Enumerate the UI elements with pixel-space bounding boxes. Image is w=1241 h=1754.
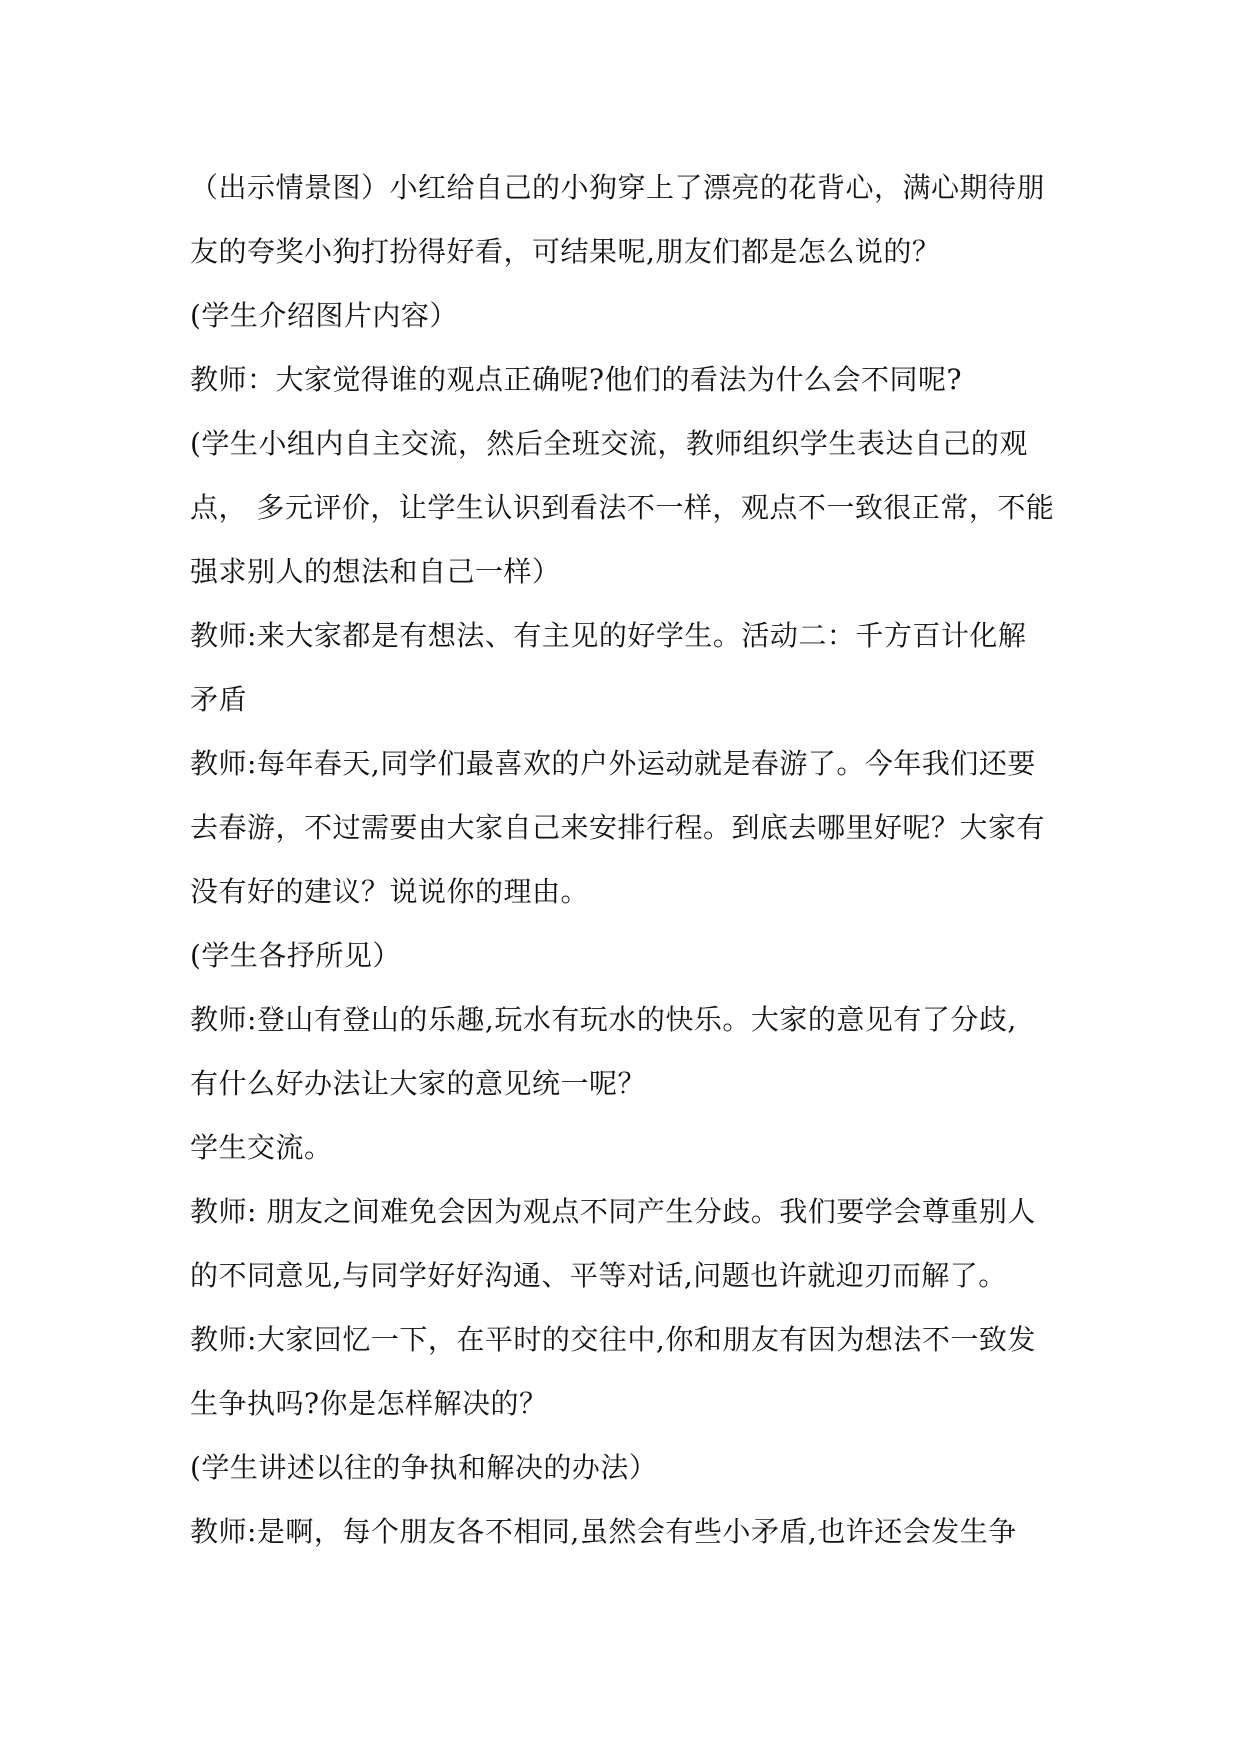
text-line: 去春游，不过需要由大家自己来安排行程。到底去哪里好呢？大家有 — [190, 811, 1046, 844]
text-line: 教师:登山有登山的乐趣,玩水有玩水的快乐。大家的意见有了分歧, — [190, 1003, 1017, 1036]
text-line: 有什么好办法让大家的意见统一呢？ — [190, 1067, 647, 1100]
text-line: (学生介绍图片内容） — [190, 299, 458, 332]
text-line: 教师：大家觉得谁的观点正确呢?他们的看法为什么会不同呢? — [190, 363, 963, 396]
text-line: （出示情景图）小红给自己的小狗穿上了漂亮的花背心，满心期待朋 — [190, 171, 1046, 204]
text-line: 没有好的建议？说说你的理由。 — [190, 875, 590, 908]
document-body — [190, 156, 1060, 1564]
text-line: (学生讲述以往的争执和解决的办法） — [190, 1451, 658, 1484]
text-line: 教师:每年春天,同学们最喜欢的户外运动就是春游了。今年我们还要 — [190, 747, 1036, 780]
text-line: 教师:大家回忆一下，在平时的交往中,你和朋友有因为想法不一致发 — [190, 1323, 1036, 1356]
text-line: 强求别人的想法和自己一样） — [190, 555, 561, 588]
text-line: (学生小组内自主交流，然后全班交流，教师组织学生表达自己的观 — [190, 427, 1028, 460]
text-line: 矛盾 — [190, 683, 248, 716]
text-line: 教师:是啊，每个朋友各不相同,虽然会有些小矛盾,也许还会发生争 — [190, 1515, 1017, 1548]
text-line: 生争执吗?你是怎样解决的？ — [190, 1387, 548, 1420]
text-line: 学生交流。 — [190, 1131, 333, 1164]
text-line: 友的夸奖小狗打扮得好看，可结果呢,朋友们都是怎么说的？ — [190, 235, 941, 268]
text-line: 教师: 朋友之间难免会因为观点不同产生分歧。我们要学会尊重别人 — [190, 1195, 1036, 1228]
text-line: 点， 多元评价，让学生认识到看法不一样，观点不一致很正常，不能 — [190, 491, 1055, 524]
text-line: 教师:来大家都是有想法、有主见的好学生。活动二：千方百计化解 — [190, 619, 1027, 652]
text-line: (学生各抒所见） — [190, 939, 401, 972]
text-line: 的不同意见,与同学好好沟通、平等对话,问题也许就迎刃而解了。 — [190, 1259, 1007, 1292]
